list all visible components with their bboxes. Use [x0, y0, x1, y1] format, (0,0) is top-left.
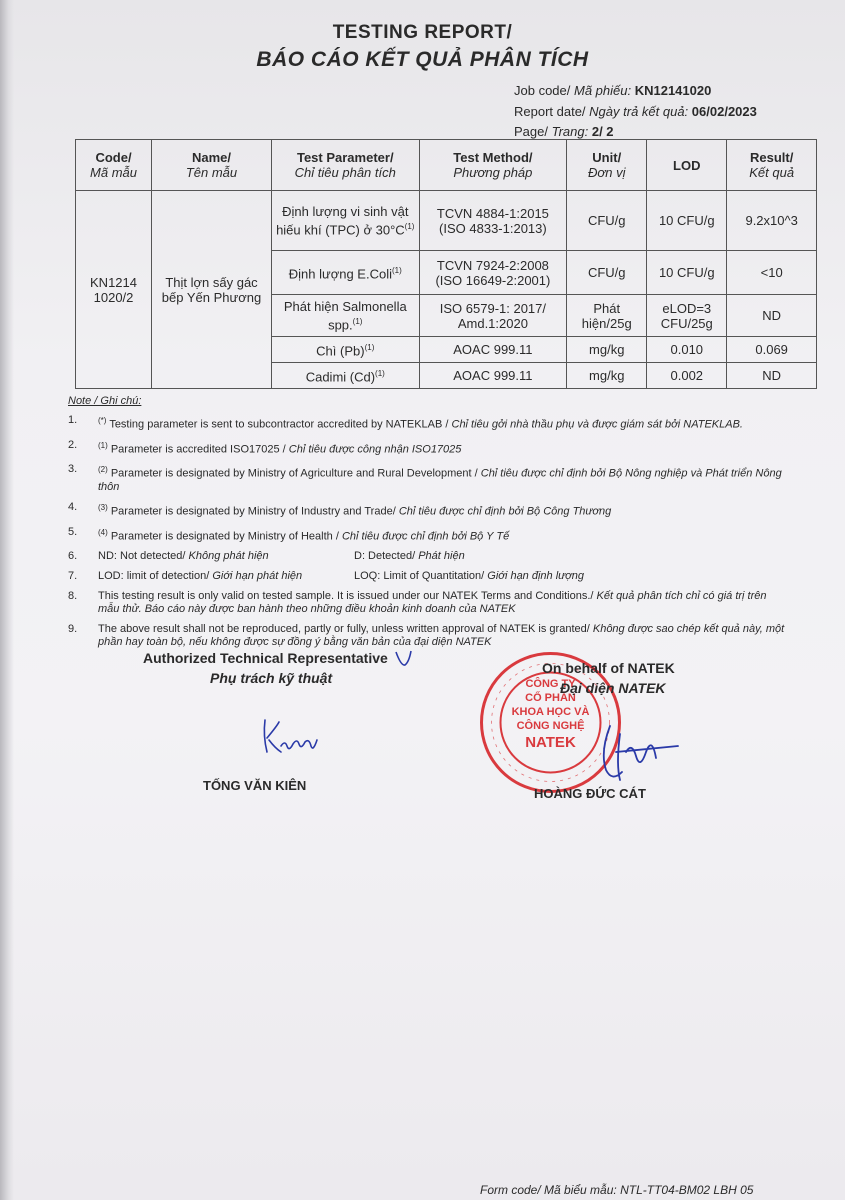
results-table — [75, 139, 817, 389]
unit-cell: Phát hiện/25g — [567, 295, 647, 337]
note-item-validity: 8. This testing result is only valid on tested sample. It is issued under our NATEK Terms and Conditions./ Kết quả phân tích chỉ có giá trị trên mẫu thử. Báo cáo này được ban hành theo những điều khoản kinh doanh của NATEK — [68, 590, 767, 616]
unit-cell: mg/kg — [567, 363, 647, 389]
right-signatory-subtitle: Đại diện NATEK — [560, 680, 666, 696]
parameter-cell: Định lượng vi sinh vật hiếu khí (TPC) ở $30^\circ C^{(1)}$ — [271, 191, 419, 251]
note-item: 1. (*) Testing parameter is sent to subcontractor accredited by NATEKLAB / Chỉ tiêu gởi nhà thầu phụ và được giám sát bởi NATEKLAB. — [68, 414, 743, 431]
page-number-line: Page/ Trang: 2/ 2 — [514, 124, 614, 139]
table-row — [76, 191, 817, 251]
parameter-cell: Phát hiện Salmonella spp.$^{(1)}$ — [271, 295, 419, 337]
page-edge-shadow — [0, 0, 14, 1200]
note-item-reproduction: 9. The above result shall not be reproduced, partly or fully, unless written approval of NATEK is granted/ Không được sao chép kết quả này, một phần hay toàn bộ, nếu không được sự đồng ý bằng văn bản của đại diện NATEK — [68, 623, 785, 649]
header-lod: LOD — [647, 140, 727, 191]
note-item: 3. $^{(2)}$ Parameter is designated by Ministry of Agriculture and Rural Development / Chỉ tiêu được chỉ định bởi Bộ Nông nghiệp và Phát triển Nông thôn — [68, 463, 782, 493]
right-signatory-title: On behalf of NATEK — [542, 660, 675, 676]
unit-cell: mg/kg — [567, 337, 647, 363]
header-parameter: Test Parameter/ Chỉ tiêu phân tích — [271, 140, 419, 191]
left-handwritten-signature — [255, 712, 325, 760]
page-number-value: 2/ 2 — [591, 124, 614, 139]
header-code: Code/ Mã mẫu — [76, 140, 152, 191]
result-cell: 9.2x10^3 — [727, 191, 817, 251]
result-cell: ND — [727, 295, 817, 337]
parameter-cell: Cadimi $(Cd)^{(1)}$ — [271, 363, 419, 389]
stamp-line-3: KHOA HỌC VÀ — [511, 706, 590, 718]
ink-mark-icon — [393, 648, 415, 670]
report-date-value: 06/02/2023 — [691, 104, 757, 119]
right-handwritten-signature — [560, 712, 680, 790]
report-date-line: Report date/ Ngày trả kết quả: 06/02/2023 — [514, 104, 757, 119]
method-cell: AOAC 999.11 — [419, 337, 567, 363]
stamp-line-5: NATEK — [525, 734, 576, 751]
form-code-footer: Form code/ Mã biểu mẫu: NTL-TT04-BM02 LBH 05 — [480, 1183, 754, 1197]
result-cell: 0.069 — [727, 337, 817, 363]
stamp-line-1: CÔNG TY — [525, 678, 576, 690]
left-signatory-title: Authorized Technical Representative — [143, 650, 388, 666]
parameter-cell: Định lượng E.Coli$^{(1)}$ — [271, 251, 419, 295]
report-title-vn: BÁO CÁO KẾT QUẢ PHÂN TÍCH — [256, 48, 589, 71]
left-signatory-subtitle: Phụ trách kỹ thuật — [210, 670, 333, 686]
lod-cell: 10 CFU/g — [647, 191, 727, 251]
note-item-abbrev-detected: 6. ND: Not detected/ Không phát hiện D: Detected/ Phát hiện — [68, 550, 465, 563]
report-title-en: TESTING REPORT/ — [332, 22, 513, 43]
method-cell: TCVN 4884-1:2015 (ISO 4833-1:2013) — [419, 191, 567, 251]
method-cell: AOAC 999.11 — [419, 363, 567, 389]
lod-cell: 0.010 — [647, 337, 727, 363]
right-signatory-name: HOÀNG ĐỨC CÁT — [534, 786, 646, 801]
method-cell: TCVN 7924-2:2008 (ISO 16649-2:2001) — [419, 251, 567, 295]
sample-code-cell: KN1214 1020/2 — [76, 191, 152, 389]
sample-name-cell: Thịt lợn sấy gác bếp Yến Phương — [152, 191, 272, 389]
header-unit: Unit/ Đơn vị — [567, 140, 647, 191]
left-signatory-name: TỐNG VĂN KIÊN — [203, 778, 307, 793]
note-item-abbrev-limits: 7. LOD: limit of detection/ Giới hạn phát hiện LOQ: Limit of Quantitation/ Giới hạn định lượng — [68, 570, 585, 583]
job-code-value: KN12141020 — [634, 83, 712, 98]
notes-header: Note / Ghi chú: — [68, 395, 142, 407]
stamp-line-2: CỔ PHẦN — [525, 692, 576, 704]
job-code-line: Job code/ Mã phiếu: KN12141020 — [514, 83, 712, 98]
note-item: 2. $^{(1)}$ Parameter is accredited ISO17025 / Chỉ tiêu được công nhận ISO17025 — [68, 438, 462, 456]
notes-section — [68, 395, 788, 656]
note-item: 4. $^{(3)}$ Parameter is designated by Ministry of Industry and Trade/ Chỉ tiêu được chỉ định bởi Bộ Công Thương — [68, 500, 612, 518]
parameter-cell: Chì $(Pb)^{(1)}$ — [271, 337, 419, 363]
result-cell: ND — [727, 363, 817, 389]
stamp-line-4: CÔNG NGHỆ — [516, 720, 585, 732]
note-item: 5. $^{(4)}$ Parameter is designated by Ministry of Health / Chỉ tiêu được chỉ định bởi Bộ Y Tế — [68, 525, 510, 543]
header-result: Result/ Kết quả — [727, 140, 817, 191]
header-name: Name/ Tên mẫu — [152, 140, 272, 191]
lod-cell: 0.002 — [647, 363, 727, 389]
method-cell: ISO 6579-1: 2017/ Amd.1:2020 — [419, 295, 567, 337]
unit-cell: CFU/g — [567, 251, 647, 295]
lod-cell: 10 CFU/g — [647, 251, 727, 295]
header-method: Test Method/ Phương pháp — [419, 140, 567, 191]
table-header-row — [76, 140, 817, 191]
result-cell: <10 — [727, 251, 817, 295]
lod-cell: eLOD=3 CFU/25g — [647, 295, 727, 337]
unit-cell: CFU/g — [567, 191, 647, 251]
